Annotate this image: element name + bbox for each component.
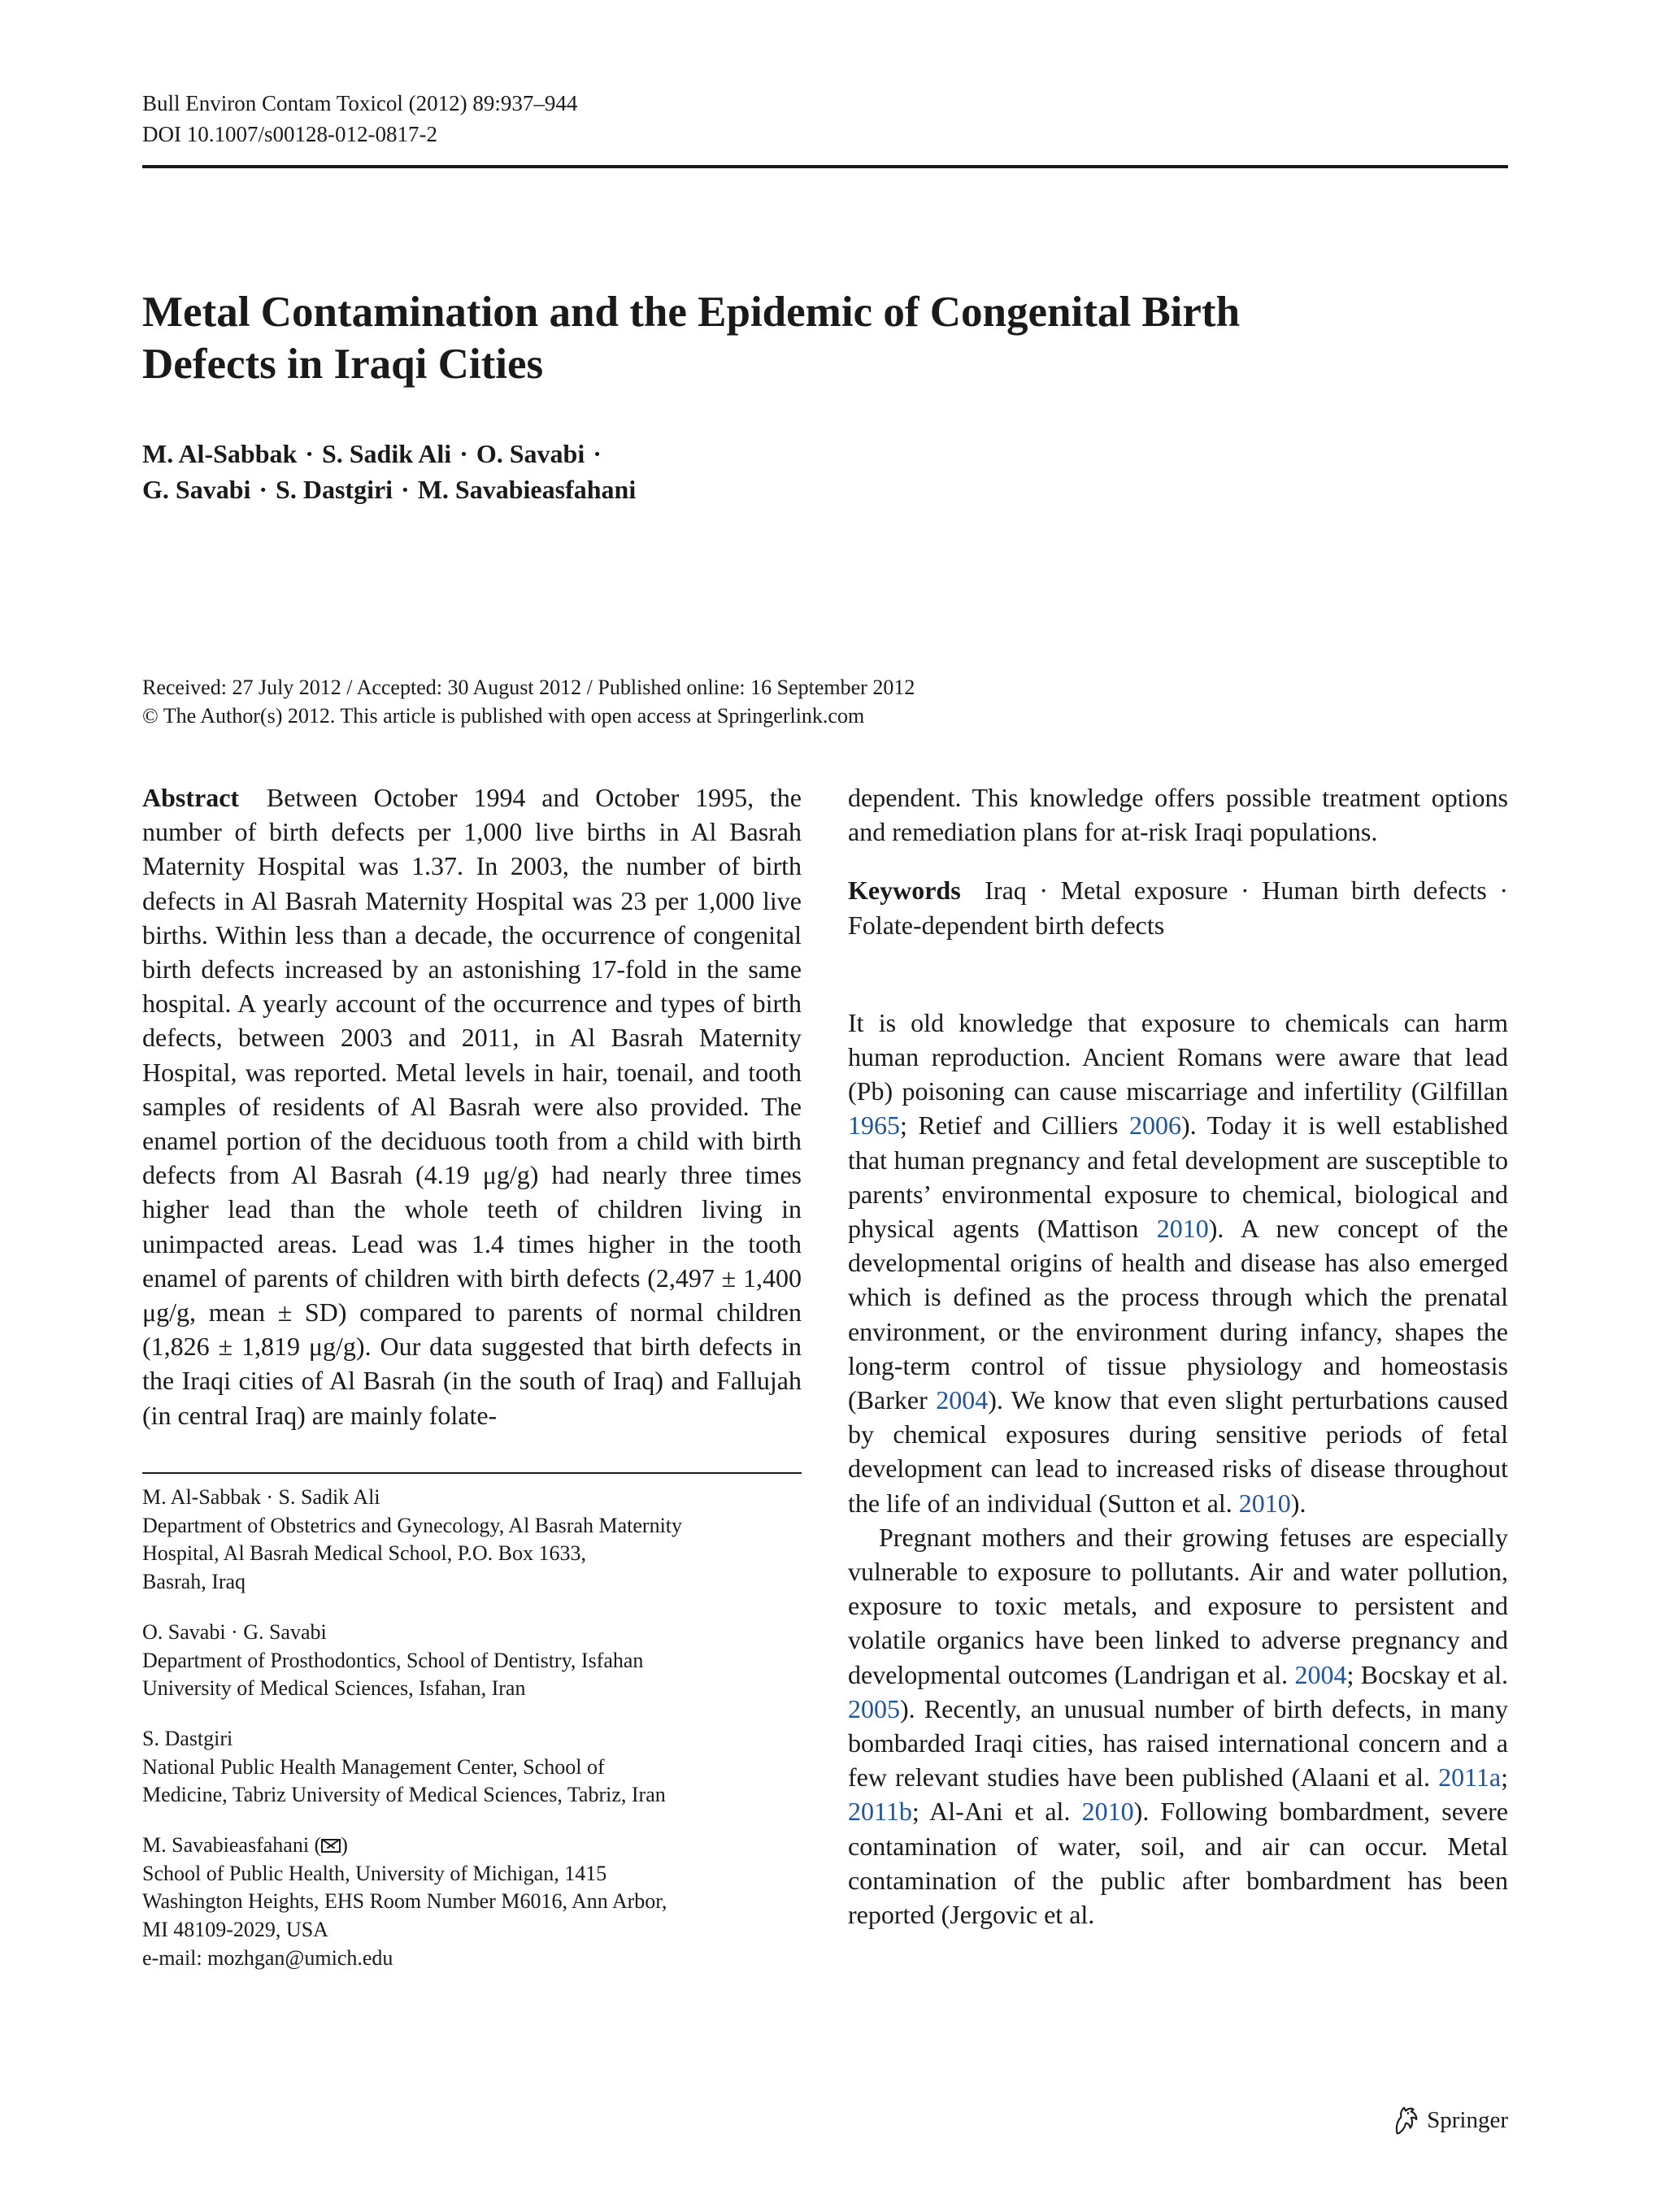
body-text: ; Bocskay et al.: [1346, 1659, 1509, 1689]
body-text: It is old knowledge that exposure to chemicals can harm human reproduction. Ancient Romans were aware that lead (Pb) poisoning can cause miscarriage and infertility (Gilfillan: [848, 1007, 1508, 1106]
footnote-rule: [142, 1472, 802, 1474]
keywords-label: Keywords: [848, 876, 961, 906]
author-separator: ·: [459, 439, 468, 468]
right-column: [848, 780, 1508, 1932]
author: M. Savabieasfahani: [417, 475, 637, 504]
abstract-text: Between October 1994 and October 1995, the number of birth defects per 1,000 live births in Al Basrah Maternity Hospital was 1.37. In 2003, the number of birth defects in Al Basrah Maternity Hospital was 23 per 1,000 live births. Within less than a decade, the occurrence of congenital birth defects increased by an astonishing 17-fold in the same hospital. A yearly account of the occurrence and types of birth defects, between 2003 and 2011, in Al Basrah Maternity Hospital, was reported. Metal levels in hair, toenail, and tooth samples of residents of Al Basrah were also provided. The enamel portion of the deciduous tooth from a child with birth defects from Al Basrah (4.19 μg/g) had nearly three times higher lead than the whole teeth of children living in unimpacted areas. Lead was 1.4 times higher in the tooth enamel of parents of children with birth defects (2,497 ± 1,400 μg/g, mean ± SD) compared to parents of normal children (1,826 ± 1,819 μg/g). Our data suggested that birth defects in the Iraqi cities of Al Basrah (in the south of Iraq) and Fallujah (in central Iraq) are mainly folate-: [142, 783, 802, 1430]
affiliations: [142, 1484, 802, 1995]
body-text: ). We know that even slight perturbations caused by chemical exposures during sensitive periods of fetal development can lead to increased risks of disease throughout the life of an individual (Sutton et al.: [848, 1385, 1509, 1518]
affiliation-line: Medicine, Tabriz University of Medical Sciences, Tabriz, Iran: [142, 1783, 666, 1807]
body-text: ; Al-Ani et al.: [911, 1797, 1082, 1827]
author: G. Savabi: [142, 475, 251, 504]
body-text: ). A new concept of the developmental origins of health and disease has also emerged which is defined as the process through which the prenatal environment, or the environment during infancy, shapes the long-term control of tissue physiology and homeostasis (Barker: [848, 1214, 1508, 1415]
body-text: ). Following bombardment, severe contamination of water, soil, and air can occur. Metal contamination of the public after bombardment has been reported (Jergovic et al.: [848, 1797, 1508, 1930]
affiliation-block: [142, 1484, 802, 1597]
title-line-2: Defects in Iraqi Cities: [142, 341, 544, 388]
intro-paragraph-2: [848, 1520, 1508, 1932]
abstract-continuation: dependent. This knowledge offers possible treatment options and remediation plans for at-risk Iraqi populations.: [848, 783, 1508, 847]
keywords: [848, 873, 1508, 941]
citation-link[interactable]: 2011a: [1438, 1762, 1502, 1793]
affiliation-block: [142, 1619, 802, 1703]
citation-link[interactable]: 2010: [1156, 1214, 1209, 1244]
affiliation-names: M. Savabieasfahani (: [142, 1833, 322, 1858]
body-text: ; Retief and Cilliers: [900, 1110, 1129, 1141]
affiliation-line: School of Public Health, University of Michigan, 1415: [142, 1861, 607, 1885]
affiliation-names: O. Savabi · G. Savabi: [142, 1619, 327, 1644]
affiliation-names-close: ): [341, 1833, 348, 1858]
abstract: [142, 780, 802, 1432]
email-address[interactable]: e-mail: mozhgan@umich.edu: [142, 1945, 393, 1970]
author-separator: ·: [593, 439, 602, 468]
copyright-notice: © The Author(s) 2012. This article is published with open access at Springerlink.com: [142, 704, 865, 728]
citation-link[interactable]: 2011b: [848, 1797, 912, 1827]
affiliation-line: Hospital, Al Basrah Medical School, P.O. Box 1633,: [142, 1541, 586, 1566]
affiliation-line: Washington Heights, EHS Room Number M6016, Ann Arbor,: [142, 1889, 667, 1914]
title-line-1: Metal Contamination and the Epidemic of Congenital Birth: [142, 289, 1241, 336]
affiliation-line: University of Medical Sciences, Isfahan, Iran: [142, 1676, 526, 1701]
author: S. Sadik Ali: [321, 439, 452, 468]
body-text: ).: [1290, 1488, 1306, 1518]
author-line-1: [142, 436, 1280, 472]
citation-link[interactable]: 2006: [1128, 1110, 1181, 1141]
corresponding-author-line: [142, 1832, 802, 1860]
citation-link[interactable]: 2004: [1294, 1659, 1347, 1689]
body-text: ). Today it is well established that human pregnancy and fetal development are susceptible to parents’ environmental exposure to chemical, biological and physical agents (Mattison: [848, 1110, 1509, 1244]
author: O. Savabi: [476, 439, 585, 468]
journal-header: [142, 88, 1508, 150]
affiliation-block: [142, 1832, 802, 1973]
body-text: Pregnant mothers and their growing fetuses are especially vulnerable to exposure to pollutants. Air and water pollution, exposure to toxic metals, and exposure to persistent and volatile organics have been linked to adverse pregnancy and developmental outcomes (Landrigan et al.: [848, 1522, 1508, 1689]
left-column: [142, 780, 802, 1432]
affiliation-line: National Public Health Management Center, School of: [142, 1754, 605, 1779]
author-separator: ·: [305, 439, 314, 468]
header-rule: [142, 165, 1508, 168]
publisher-name: Springer: [1427, 2106, 1508, 2133]
affiliation-line: Department of Obstetrics and Gynecology, Al Basrah Maternity: [142, 1513, 683, 1537]
affiliation-block: [142, 1725, 802, 1810]
citation-link[interactable]: 2010: [1081, 1797, 1134, 1827]
citation-link[interactable]: 2004: [936, 1385, 989, 1415]
affiliation-line: Basrah, Iraq: [142, 1570, 246, 1594]
citation-link[interactable]: 1965: [848, 1110, 900, 1141]
doi: DOI 10.1007/s00128-012-0817-2: [142, 122, 437, 146]
springer-horse-icon: [1391, 2104, 1422, 2136]
publication-dates: [142, 673, 1508, 730]
keywords-text: Iraq · Metal exposure · Human birth defects · Folate-dependent birth defects: [848, 876, 1509, 940]
author-line-2: [142, 472, 1280, 507]
body-text: ;: [1501, 1762, 1508, 1793]
affiliation-names: S. Dastgiri: [142, 1726, 233, 1750]
journal-citation: Bull Environ Contam Toxicol (2012) 89:937–944: [142, 91, 578, 115]
author: S. Dastgiri: [276, 475, 393, 504]
author-separator: ·: [259, 475, 268, 504]
affiliation-names: M. Al-Sabbak · S. Sadik Ali: [142, 1485, 380, 1509]
envelope-icon[interactable]: [321, 1839, 341, 1853]
body-text: ). Recently, an unusual number of birth defects, in many bombarded Iraqi cities, has raised international concern and a few relevant studies have been published (Alaani et al.: [848, 1693, 1508, 1793]
abstract-label: Abstract: [142, 783, 240, 812]
affiliation-line: MI 48109-2029, USA: [142, 1918, 328, 1942]
citation-link[interactable]: 2010: [1238, 1488, 1291, 1518]
article-title: [142, 286, 1476, 390]
citation-link[interactable]: 2005: [848, 1693, 900, 1723]
history-dates: Received: 27 July 2012 / Accepted: 30 August 2012 / Published online: 16 September 2012: [142, 676, 915, 699]
author-separator: ·: [401, 475, 410, 504]
publisher-logo: [1382, 2102, 1508, 2138]
intro-paragraph-1: [848, 1006, 1508, 1520]
author-list: [142, 436, 1280, 507]
author: M. Al-Sabbak: [142, 439, 298, 468]
affiliation-line: Department of Prosthodontics, School of Dentistry, Isfahan: [142, 1648, 644, 1672]
